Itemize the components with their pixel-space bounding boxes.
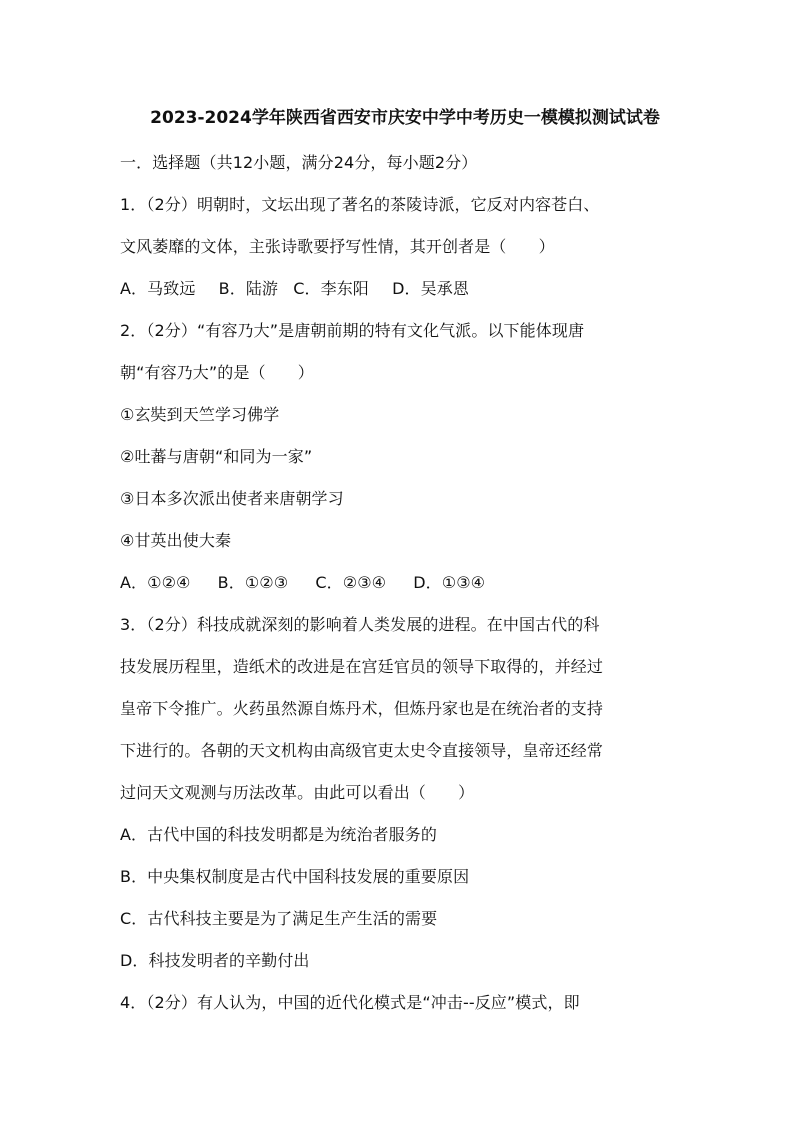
question-3-stem-line-4: 下进行的。各朝的天文机构由高级官吏太史令直接领导，皇帝还经常 [120, 741, 604, 760]
question-3-stem-line-1: 3．（2分）科技成就深刻的影响着人类发展的进程。在中国古代的科 [120, 615, 600, 634]
option-b[interactable]: B．陆游 [218, 279, 279, 298]
question-2-item-1: ①玄奘到天竺学习佛学 [120, 405, 280, 424]
question-2-options [120, 562, 690, 604]
question-3-option-d[interactable]: D．科技发明者的辛勤付出 [120, 951, 310, 970]
question-4-stem-line-1: 4．（2分）有人认为，中国的近代化模式是“冲击--反应”模式，即 [120, 993, 580, 1012]
question-1-stem-line-2: 文风萎靡的文体，主张诗歌要抒写性情，其开创者是（ ） [120, 237, 555, 256]
question-3-option-a[interactable]: A．古代中国的科技发明都是为统治者服务的 [120, 825, 437, 844]
section-heading: 一．选择题（共12小题，满分24分，每小题2分） [120, 153, 478, 172]
question-2-stem-line-1: 2．（2分）“有容乃大”是唐朝前期的特有文化气派。以下能体现唐 [120, 321, 585, 340]
exam-content [120, 104, 690, 1024]
question-1-options [120, 268, 690, 310]
question-3-option-b[interactable]: B．中央集权制度是古代中国科技发展的重要原因 [120, 867, 470, 886]
question-3-stem-line-3: 皇帝下令推广。火药虽然源自炼丹术，但炼丹家也是在统治者的支持 [120, 699, 604, 718]
option-d[interactable]: D．①③④ [413, 573, 486, 592]
option-d[interactable]: D．吴承恩 [392, 279, 469, 298]
question-2-item-4: ④甘英出使大秦 [120, 531, 232, 550]
option-c[interactable]: C．李东阳 [293, 279, 369, 298]
question-3-option-c[interactable]: C．古代科技主要是为了满足生产生活的需要 [120, 909, 438, 928]
exam-title: 2023-2024学年陕西省西安市庆安中学中考历史一模模拟测试试卷 [150, 108, 660, 128]
option-c[interactable]: C．②③④ [315, 573, 387, 592]
question-2-item-3: ③日本多次派出使者来唐朝学习 [120, 489, 344, 508]
option-a[interactable]: A．①②④ [120, 573, 191, 592]
option-a[interactable]: A．马致远 [120, 279, 196, 298]
question-2-stem-line-2: 朝“有容乃大”的是（ ） [120, 363, 314, 382]
option-b[interactable]: B．①②③ [217, 573, 289, 592]
question-1-stem-line-1: 1．（2分）明朝时，文坛出现了著名的茶陵诗派，它反对内容苍白、 [120, 195, 600, 214]
question-3-stem-line-5: 过问天文观测与历法改革。由此可以看出（ ） [120, 783, 475, 802]
question-2-item-2: ②吐蕃与唐朝“和同为一家” [120, 447, 313, 466]
question-3-stem-line-2: 技发展历程里，造纸术的改进是在宫廷官员的领导下取得的，并经过 [120, 657, 604, 676]
